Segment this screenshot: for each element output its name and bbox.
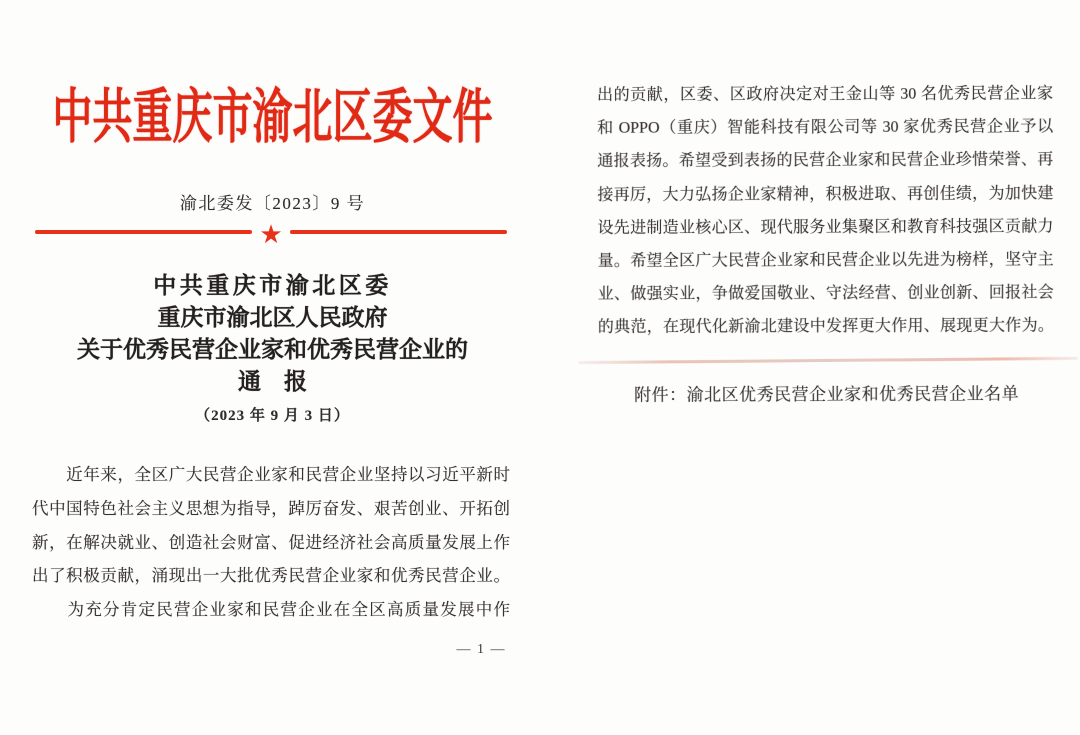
body-text-page-2 — [597, 77, 1054, 344]
body-line: 业、做强实业，争做爱国敬业、守法经营、创业创新、回报社会 — [597, 284, 1054, 303]
body-line: 新，在解决就业、创造社会财富、促进经济社会高质量发展上作 — [32, 532, 510, 552]
document-title — [0, 270, 545, 398]
title-line-3: 关于优秀民营企业家和优秀民营企业的 — [77, 337, 468, 362]
body-line: 为充分肯定民营企业家和民营企业在全区高质量发展中作 — [32, 600, 510, 620]
title-line-4: 通 报 — [238, 369, 307, 394]
attachment-note: 附件：渝北区优秀民营企业家和优秀民营企业名单 — [634, 384, 1020, 405]
title-line-1: 中共重庆市渝北区委 — [153, 273, 392, 298]
title-line-2: 重庆市渝北区人民政府 — [157, 305, 388, 330]
body-line: 的典范，在现代化新渝北建设中发挥更大作用、展现更大作为。 — [597, 317, 1054, 337]
body-line: 接再厉，大力弘扬企业家精神，积极进取、再创佳绩，为加快建 — [597, 184, 1054, 204]
body-line: 量。希望全区广大民营企业家和民营企业以先进为榜样，坚守主 — [597, 251, 1054, 270]
scan-artifact-line — [578, 357, 1078, 364]
rule-segment-left — [35, 230, 252, 234]
page-number: — 1 — — [456, 642, 506, 657]
body-line: 出的贡献，区委、区政府决定对王金山等 30 名优秀民营企业家 — [597, 85, 1054, 104]
star-icon: ★ — [259, 220, 283, 250]
body-line: 出了积极贡献，涌现出一大批优秀民营企业家和优秀民营企业。 — [32, 566, 510, 586]
body-line: 近年来，全区广大民营企业家和民营企业坚持以习近平新时 — [32, 465, 510, 484]
body-line: 和 OPPO（重庆）智能科技有限公司等 30 家优秀民营企业予以 — [597, 118, 1054, 137]
masthead-title: 中共重庆市渝北区委文件 — [52, 83, 493, 151]
red-divider-rule — [35, 220, 507, 250]
rule-segment-right — [290, 230, 507, 234]
body-line: 设先进制造业核心区、现代服务业集聚区和教育科技强区贡献力 — [597, 217, 1054, 237]
page-2 — [559, 0, 1080, 735]
body-line: 代中国特色社会主义思想为指导，踔厉奋发、艰苦创业、开拓创 — [32, 498, 510, 518]
document-number: 渝北委发〔2023〕9 号 — [179, 194, 366, 213]
document-date: （2023 年 9 月 3 日） — [195, 408, 350, 424]
body-text-page-1 — [32, 458, 510, 627]
body-line: 通报表扬。希望受到表扬的民营企业家和民营企业珍惜荣誉、再 — [597, 151, 1054, 171]
